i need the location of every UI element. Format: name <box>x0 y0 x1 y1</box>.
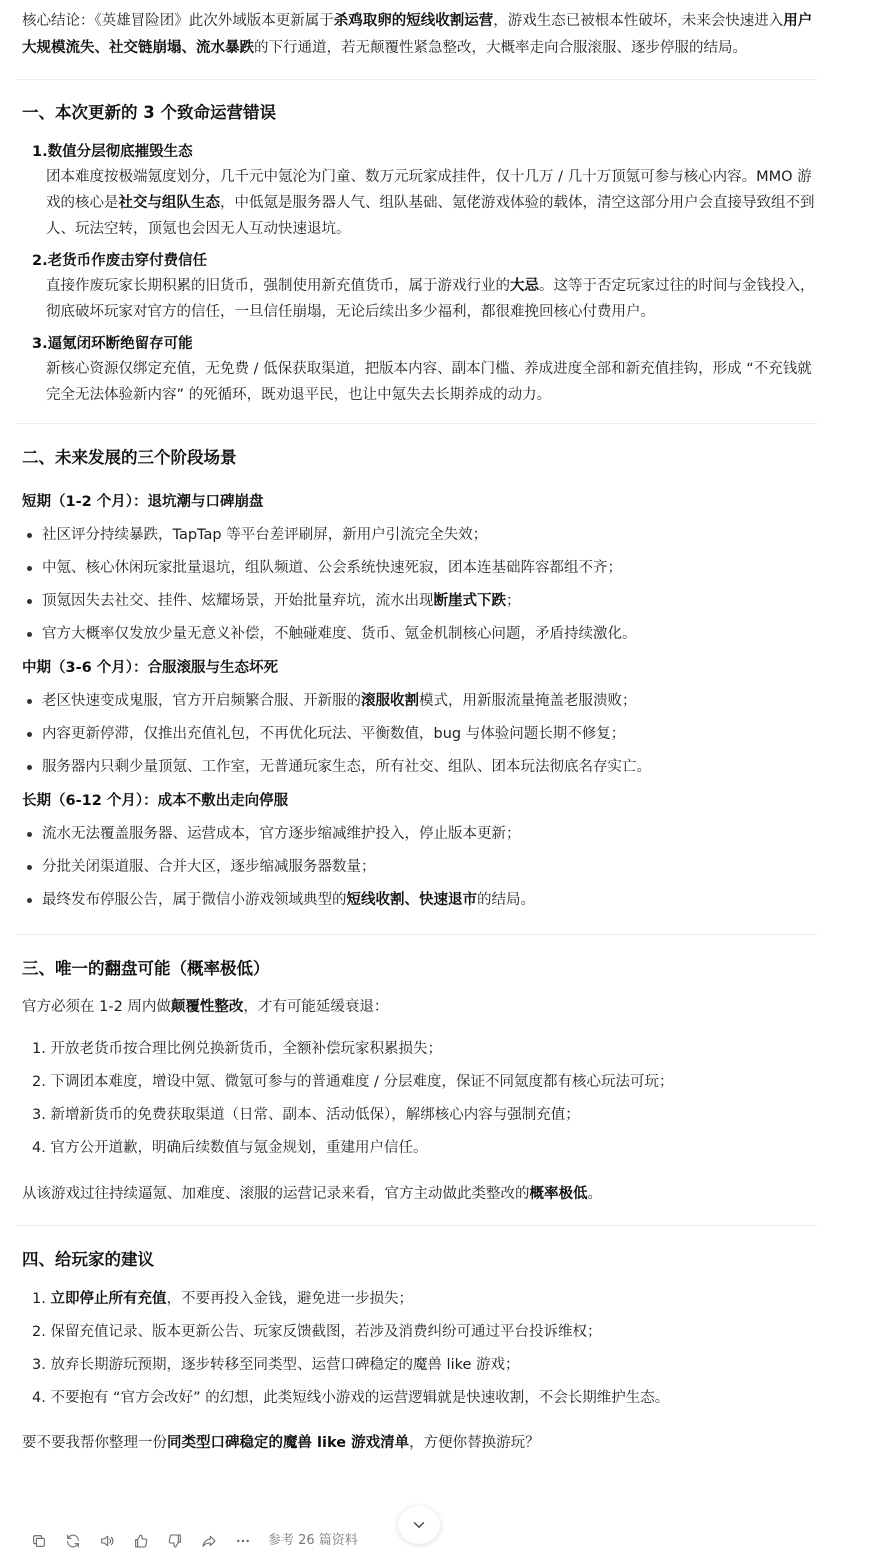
item-text: 不要抱有 “官方会改好” 的幻想，此类短线小游戏的运营逻辑就是快速收割，不会长期维护生态。 <box>50 1390 670 1406</box>
item-number: 3. <box>32 336 48 352</box>
closing-text: 要不要我帮你整理一份 <box>22 1435 167 1451</box>
item-number: 1. <box>32 1291 46 1307</box>
list-item <box>32 332 817 408</box>
bullet-emphasis: 短线收割、快速退市 <box>346 892 477 908</box>
closing-emphasis: 同类型口碑稳定的魔兽 like 游戏清单 <box>167 1435 410 1451</box>
mid-term-list <box>22 690 817 778</box>
list-item-title <box>32 249 817 273</box>
bullet-text: 最终发布停服公告，属于微信小游戏领域典型的 <box>42 892 347 908</box>
item-emphasis: 立即停止所有充值 <box>50 1291 167 1307</box>
bullet-text: 的结局。 <box>477 892 535 908</box>
list-item: 4. 官方公开道歉，明确后续数值与氪金规划，重建用户信任。 <box>32 1140 428 1156</box>
long-term-list <box>22 823 817 911</box>
tail-emphasis: 概率极低 <box>529 1186 588 1202</box>
section-2-heading: 二、未来发展的三个阶段场景 <box>22 448 237 467</box>
list-item <box>32 1387 817 1409</box>
closing-text: ，方便你替换游玩？ <box>409 1435 540 1451</box>
item-title-text: 老货币作废击穿付费信任 <box>47 253 208 269</box>
speaker-icon <box>99 1533 115 1549</box>
intro-emphasis: 杀鸡取卵的短线收割运营 <box>333 13 494 29</box>
share-icon <box>201 1533 217 1549</box>
thumbs-up-icon <box>133 1533 149 1549</box>
copy-icon <box>31 1533 47 1549</box>
list-item: 2. 下调团本难度，增设中氪、微氪可参与的普通难度 / 分层难度，保证不同氪度都有核心玩法可玩； <box>32 1074 674 1090</box>
bullet-text: 老区快速变成鬼服，官方开启频繁合服、开新服的 <box>42 693 361 709</box>
bullet-text: 中氪、核心休闲玩家批量退坑，组队频道、公会系统快速死寂，团本连基础阵容都组不齐； <box>42 560 622 576</box>
short-term-list <box>22 524 817 645</box>
list-item-body <box>32 273 817 325</box>
bullet-item <box>22 524 817 546</box>
list-item-body <box>32 164 817 242</box>
bullet-item <box>22 623 817 645</box>
more-icon <box>235 1533 251 1549</box>
references-link[interactable]: 参考 26 篇资料 <box>268 1533 358 1548</box>
scroll-down-button[interactable] <box>398 1506 440 1544</box>
bullet-text: 社区评分持续暴跌，TapTap 等平台差评刷屏，新用户引流完全失效； <box>42 527 488 543</box>
body-text: 团本难度按极端氪度划分，几千元中氪沦为门童、数万元玩家成挂件，仅十几万 / 几十万顶氪可参与核心内容。MMO 游戏的核心是 <box>46 169 812 211</box>
item-text: ，不要再投入金钱，避免进一步损失； <box>166 1291 413 1307</box>
list-item <box>32 1354 817 1376</box>
s3-tail <box>22 1183 817 1205</box>
bullet-emphasis: 断崖式下跌 <box>433 593 506 609</box>
regenerate-icon <box>65 1533 81 1549</box>
list-item-title <box>32 332 817 356</box>
share-button[interactable] <box>192 1528 226 1554</box>
bullet-item <box>22 590 817 612</box>
bullet-item <box>22 889 817 911</box>
tail-text: 。 <box>587 1186 602 1202</box>
section-1-heading: 一、本次更新的 3 个致命运营错误 <box>22 103 276 122</box>
bullet-item <box>22 756 817 778</box>
body-text: 直接作废玩家长期积累的旧货币，强制使用新充值货币，属于游戏行业的 <box>46 278 510 294</box>
body-emphasis: 社交与组队生态 <box>118 195 220 211</box>
chevron-down-icon <box>410 1516 428 1534</box>
item-number: 2. <box>32 253 48 269</box>
list-item <box>32 1288 817 1310</box>
bullet-item <box>22 690 817 712</box>
bullet-text: 模式，用新服流量掩盖老服溃败； <box>419 693 637 709</box>
body-text: 新核心资源仅绑定充值，无免费 / 低保获取渠道，把版本内容、副本门槛、养成进度全部和新充值挂钩，形成 “不充钱就完全无法体验新内容” 的死循环，既劝退平民，也让中氪失去长期养成的动力。 <box>46 361 812 403</box>
list-item <box>32 140 817 242</box>
s4-list <box>22 1288 817 1409</box>
tail-text: 从该游戏过往持续逼氪、加难度、滚服的运营记录来看，官方主动做此类整改的 <box>22 1186 530 1202</box>
s3-list <box>22 1038 817 1159</box>
closing-question <box>22 1432 817 1454</box>
list-item <box>32 1321 817 1343</box>
s1-list <box>22 140 817 408</box>
answer-content <box>22 8 817 1454</box>
list-item <box>32 249 817 325</box>
bullet-text: 分批关闭渠道服、合并大区，逐步缩减服务器数量； <box>42 859 376 875</box>
list-item: 1. 开放老货币按合理比例兑换新货币，全额补偿玩家积累损失； <box>32 1041 442 1057</box>
list-item-title <box>32 140 817 164</box>
bullet-text: 内容更新停滞，仅推出充值礼包，不再优化玩法、平衡数值，bug 与体验问题长期不修复； <box>42 726 626 742</box>
copy-button[interactable] <box>22 1528 56 1554</box>
section-4-heading: 四、给玩家的建议 <box>22 1250 154 1269</box>
more-button[interactable] <box>226 1528 260 1554</box>
bullet-text: ； <box>506 593 521 609</box>
lead-emphasis: 颠覆性整改 <box>170 999 244 1015</box>
intro-paragraph <box>22 8 817 62</box>
dislike-button[interactable] <box>158 1528 192 1554</box>
bullet-text: 服务器内只剩少量顶氪、工作室，无普通玩家生态，所有社交、组队、团本玩法彻底名存实亡。 <box>42 759 651 775</box>
bullet-text: 官方大概率仅发放少量无意义补偿，不触碰难度、货币、氪金机制核心问题，矛盾持续激化。 <box>42 626 637 642</box>
regenerate-button[interactable] <box>56 1528 90 1554</box>
body-emphasis: 大忌 <box>510 278 539 294</box>
bullet-item <box>22 723 817 745</box>
short-term-heading: 短期（1-2 个月）：退坑潮与口碑崩盘 <box>22 494 264 510</box>
bullet-item <box>22 856 817 878</box>
s3-lead <box>22 996 817 1018</box>
intro-text: 的下行通道，若无颠覆性紧急整改，大概率走向合服滚服、逐步停服的结局。 <box>254 40 747 56</box>
message-action-toolbar <box>22 1528 358 1554</box>
item-text: 放弃长期游玩预期，逐步转移至同类型、运营口碑稳定的魔兽 like 游戏； <box>50 1357 520 1373</box>
item-title-text: 逼氪闭环断绝留存可能 <box>47 336 193 352</box>
intro-text: ，游戏生态已被根本性破坏，未来会快速进入 <box>493 13 784 29</box>
item-number: 4. <box>32 1390 46 1406</box>
bullet-emphasis: 滚服收割 <box>361 693 419 709</box>
long-term-heading: 长期（6-12 个月）：成本不敷出走向停服 <box>22 793 289 809</box>
read-aloud-button[interactable] <box>90 1528 124 1554</box>
lead-text: ，才有可能延缓衰退： <box>243 999 389 1015</box>
lead-text: 官方必须在 1-2 周内做 <box>22 999 171 1015</box>
item-number: 3. <box>32 1357 46 1373</box>
section-3-heading: 三、唯一的翻盘可能（概率极低） <box>22 959 270 978</box>
item-number: 2. <box>32 1324 46 1340</box>
intro-text: 核心结论：《英雄冒险团》此次外域版本更新属于 <box>22 13 334 29</box>
item-number: 1. <box>32 144 48 160</box>
body-text: ，中低氪是服务器人气、组队基础、氪佬游戏体验的载体，清空这部分用户会直接导致组不到人、玩法空转，顶氪也会因无人互动快速退坑。 <box>46 195 815 237</box>
bullet-text: 顶氪因失去社交、挂件、炫耀场景，开始批量弃坑，流水出现 <box>42 593 434 609</box>
bullet-item <box>22 823 817 845</box>
thumbs-down-icon <box>167 1533 183 1549</box>
bullet-text: 流水无法覆盖服务器、运营成本，官方逐步缩减维护投入，停止版本更新； <box>42 826 521 842</box>
like-button[interactable] <box>124 1528 158 1554</box>
body-text: 。这等于否定玩家过往的时间与金钱投入，彻底破坏玩家对官方的信任，一旦信任崩塌，无论后续出多少福利，都很难挽回核心付费用户。 <box>46 278 815 320</box>
list-item-body <box>32 356 817 408</box>
bullet-item <box>22 557 817 579</box>
list-item: 3. 新增新货币的免费获取渠道（日常、副本、活动低保），解绑核心内容与强制充值； <box>32 1107 580 1123</box>
mid-term-heading: 中期（3-6 个月）：合服滚服与生态坏死 <box>22 660 278 676</box>
item-text: 保留充值记录、版本更新公告、玩家反馈截图，若涉及消费纠纷可通过平台投诉维权； <box>50 1324 602 1340</box>
item-title-text: 数值分层彻底摧毁生态 <box>47 144 193 160</box>
intro-emphasis: 用户大规模流失、社交链崩塌、流水暴跌 <box>22 13 813 56</box>
